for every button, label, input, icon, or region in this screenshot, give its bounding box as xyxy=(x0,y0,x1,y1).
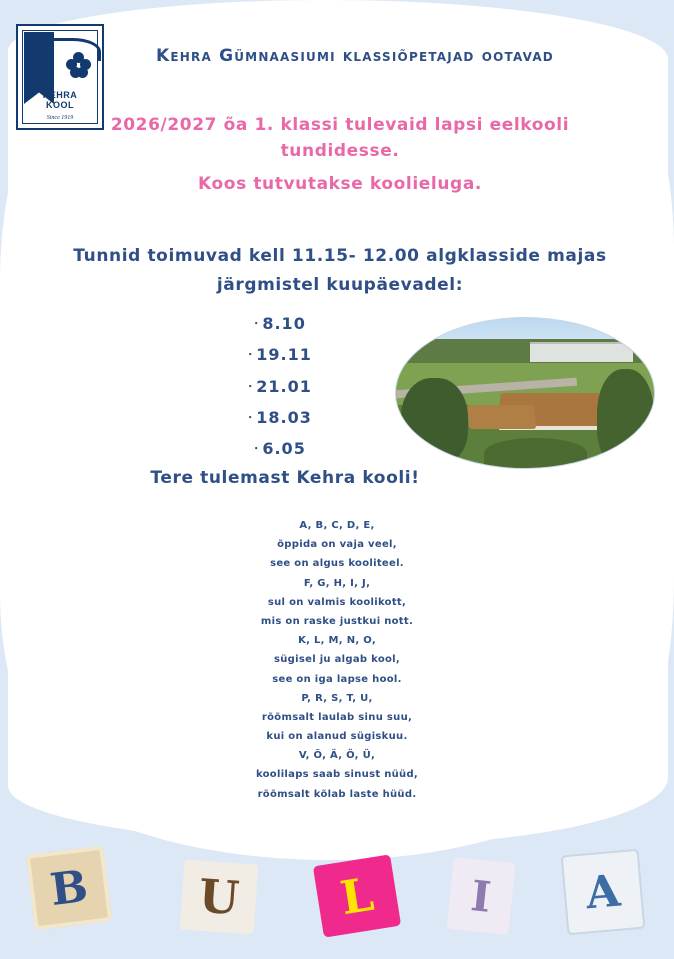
schedule-line-2: järgmistel kuupäevadel: xyxy=(216,274,464,295)
intro-line-1: 2026/2027 õa 1. klassi tulevaid lapsi eelkooli tundidesse. xyxy=(110,115,570,162)
poem-line: mis on raske justkui nott. xyxy=(260,615,414,627)
poem-line: F, G, H, I, J, xyxy=(303,577,371,589)
poem-line: rõõmsalt kõlab laste hüüd. xyxy=(257,788,417,800)
photo-tree-left xyxy=(401,378,468,465)
letter-block-b: B xyxy=(26,846,113,931)
poem-line: K, L, M, N, O, xyxy=(298,635,376,647)
bullet-icon: ∙ xyxy=(248,379,254,393)
welcome-text: Tere tulemast Kehra kooli! xyxy=(150,468,420,488)
photo-bush xyxy=(484,438,587,468)
photo-tree-right xyxy=(597,369,654,468)
logo-name-line1: KEHRA xyxy=(42,90,78,101)
date-value: 8.10 xyxy=(262,314,306,333)
schedule-line-1: Tunnid toimuvad kell 11.15- 12.00 algklasside majas xyxy=(73,246,607,266)
intro-paragraph xyxy=(70,112,610,197)
bullet-icon: ∙ xyxy=(254,317,260,330)
poem-line: sügisel ju algab kool, xyxy=(274,654,400,666)
letter-block-a: A xyxy=(561,849,646,935)
date-list xyxy=(170,308,390,465)
letter-block-u: U xyxy=(180,860,259,935)
poem-line: kui on alanud sügiskuu. xyxy=(266,731,408,743)
date-value: 19.11 xyxy=(256,345,312,365)
poem-line: koolilaps saab sinust nüüd, xyxy=(255,769,419,781)
poem-line: see on iga lapse hool. xyxy=(272,673,402,685)
poem-line: sul on valmis koolikott, xyxy=(267,596,407,608)
list-item xyxy=(170,402,390,433)
school-aerial-photo xyxy=(396,318,654,468)
bullet-icon: ∙ xyxy=(248,411,254,425)
letter-block-i: I xyxy=(446,857,515,935)
intro-line-2: Koos tutvutakse koolieluga. xyxy=(198,173,482,194)
logo-name-line2: KOOL xyxy=(46,99,74,110)
poem-text xyxy=(177,516,497,804)
poem-line: V, Õ, Ä, Ö, Ü, xyxy=(298,750,376,762)
photo-annex-roof xyxy=(467,405,537,429)
list-item xyxy=(170,308,390,339)
logo-school-name xyxy=(18,91,102,110)
logo-since-text: Since 1919 xyxy=(46,115,74,121)
poem-line: P, R, S, T, U, xyxy=(301,692,373,704)
poem-line: A, B, C, D, E, xyxy=(299,520,375,531)
letter-block-l: L xyxy=(313,854,401,937)
letter-blocks-row xyxy=(0,832,674,959)
flower-icon xyxy=(66,52,92,78)
list-item xyxy=(170,339,390,370)
schedule-paragraph xyxy=(45,242,635,300)
poem-line: see on algus kooliteel. xyxy=(270,558,404,570)
photo-distant-building xyxy=(530,342,633,362)
date-value: 18.03 xyxy=(256,408,312,428)
date-value: 6.05 xyxy=(262,439,306,459)
bullet-icon: ∙ xyxy=(248,348,254,362)
poem-line: rõõmsalt laulab sinu suu, xyxy=(261,711,413,723)
bullet-icon: ∙ xyxy=(254,442,260,456)
list-item xyxy=(170,371,390,402)
date-value: 21.01 xyxy=(256,376,312,396)
list-item xyxy=(170,433,390,464)
page-title: Kehra Gümnaasiumi klassiõpetajad ootavad xyxy=(156,46,554,66)
poem-line: õppida on vaja veel, xyxy=(277,539,397,551)
